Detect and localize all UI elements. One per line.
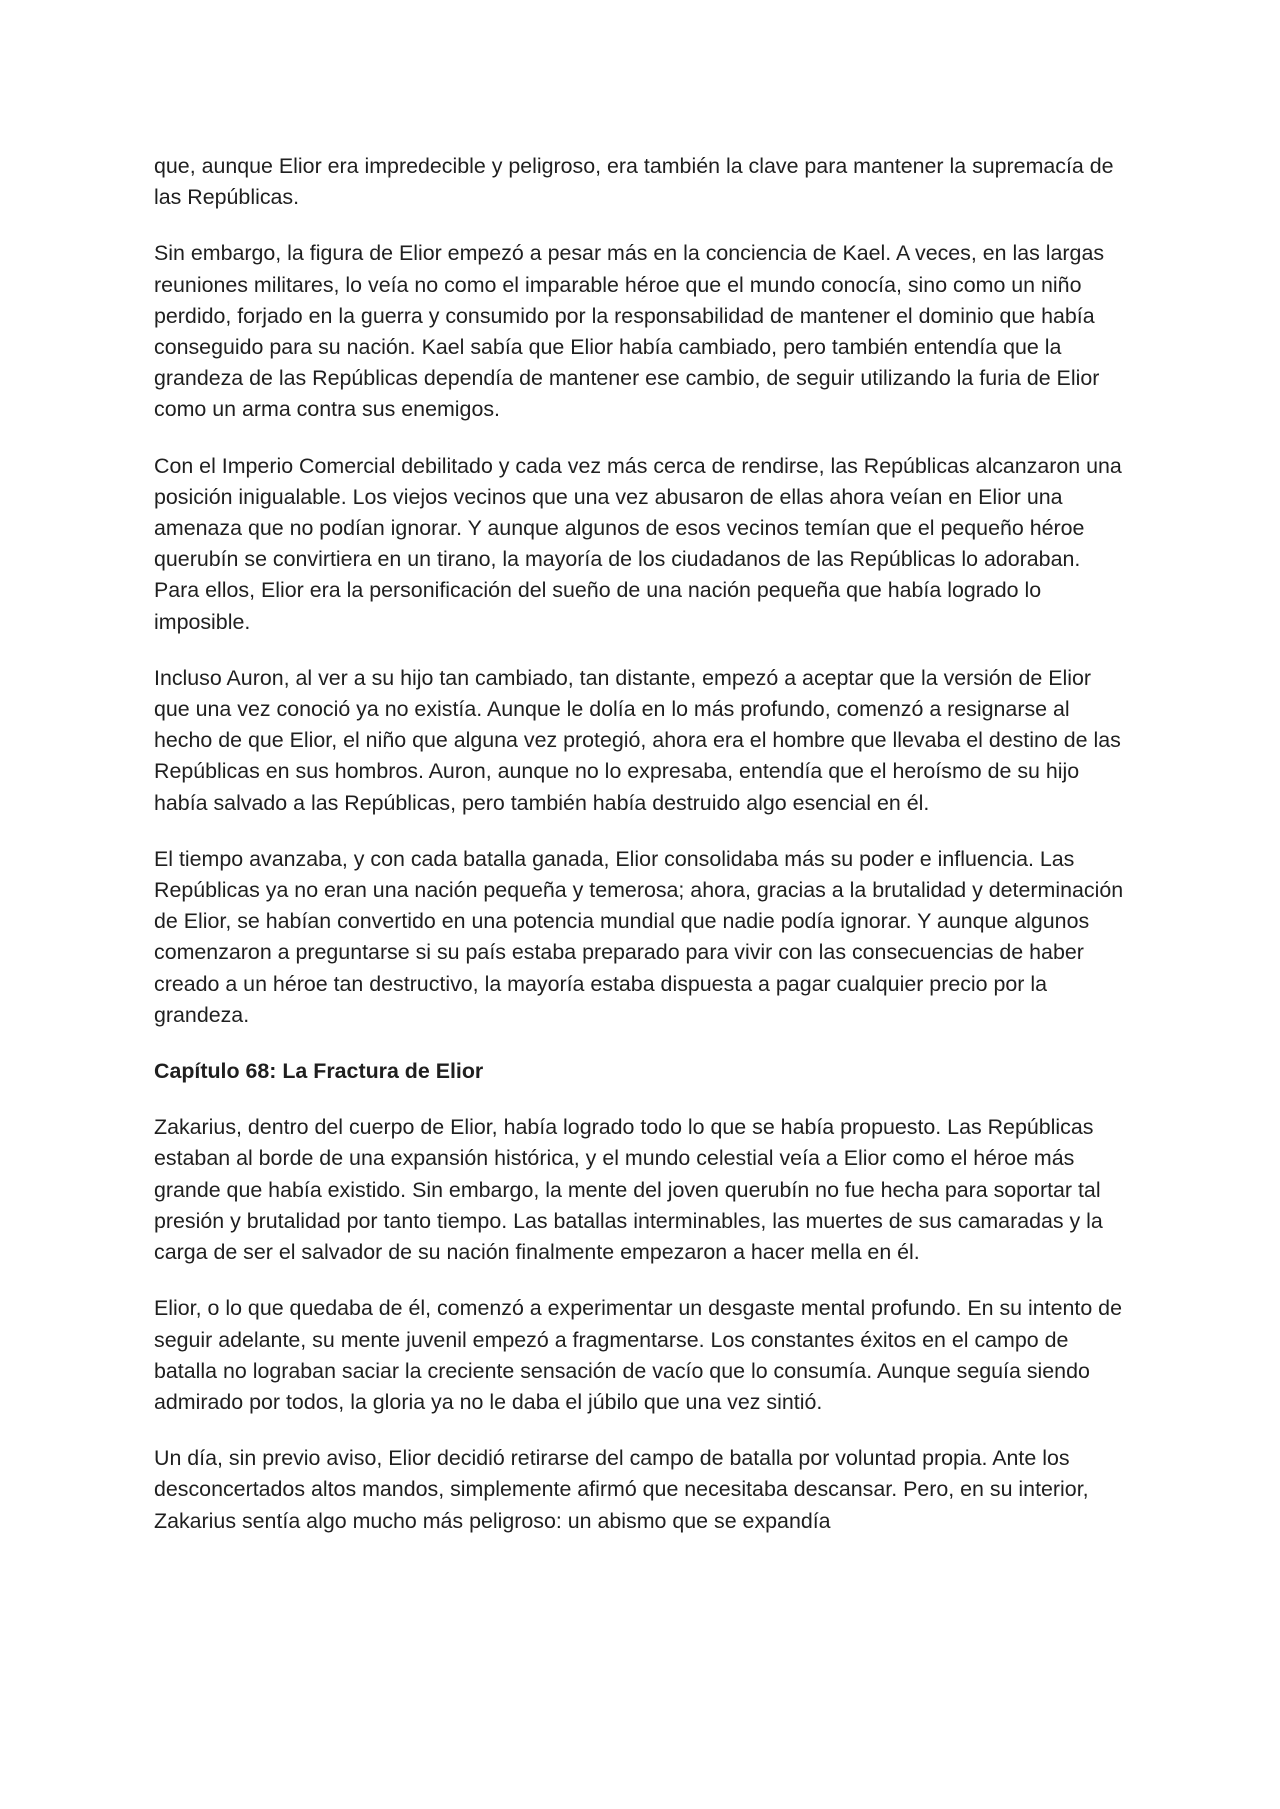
paragraph: Elior, o lo que quedaba de él, comenzó a experimentar un desgaste mental profundo. En su intento de seguir adelante, su mente juvenil empezó a fragmentarse. Los constantes éxitos en el campo de batalla no lograban saciar la creciente sensación de vacío que lo consumía. Aunque seguía siendo admirado por todos, la gloria ya no le daba el júbilo que una vez sintió. <box>154 1296 1122 1414</box>
paragraph: El tiempo avanzaba, y con cada batalla ganada, Elior consolidaba más su poder e influencia. Las Repúblicas ya no eran una nación pequeña y temerosa; ahora, gracias a la brutalidad y determinación de Elior, se habían convertido en una potencia mundial que nadie podía ignorar. Y aunque algunos comenzaron a preguntarse si su país estaba preparado para vivir con las consecuencias de haber creado a un héroe tan destructivo, la mayoría estaba dispuesta a pagar cualquier precio por la grandeza. <box>154 846 1124 1027</box>
paragraph: que, aunque Elior era impredecible y peligroso, era también la clave para mantener la supremacía de las Repúblicas. <box>154 154 1114 210</box>
paragraph: Un día, sin previo aviso, Elior decidió retirarse del campo de batalla por voluntad propia. Ante los desconcertados altos mandos, simplemente afirmó que necesitaba descansar. Pero, en su interior, Zakarius sentía algo mucho más peligroso: un abismo que se expandía <box>154 1446 1089 1533</box>
paragraph: Incluso Auron, al ver a su hijo tan cambiado, tan distante, empezó a aceptar que la versión de Elior que una vez conoció ya no existía. Aunque le dolía en lo más profundo, comenzó a resignarse al hecho de que Elior, el niño que alguna vez protegió, ahora era el hombre que llevaba el destino de las Repúblicas en sus hombros. Auron, aunque no lo expresaba, entendía que el heroísmo de su hijo había salvado a las Repúblicas, pero también había destruido algo esencial en él. <box>154 665 1121 815</box>
paragraph: Con el Imperio Comercial debilitado y cada vez más cerca de rendirse, las Repúblicas alcanzaron una posición inigualable. Los viejos vecinos que una vez abusaron de ellas ahora veían en Elior una amenaza que no podían ignorar. Y aunque algunos de esos vecinos temían que el pequeño héroe querubín se convirtiera en un tirano, la mayoría de los ciudadanos de las Repúblicas lo adoraban. Para ellos, Elior era la personificación del sueño de una nación pequeña que había logrado lo imposible. <box>154 453 1122 634</box>
chapter-heading: Capítulo 68: La Fractura de Elior <box>154 1059 484 1084</box>
document-body <box>154 151 1126 1562</box>
paragraph: Zakarius, dentro del cuerpo de Elior, había logrado todo lo que se había propuesto. Las Repúblicas estaban al borde de una expansión histórica, y el mundo celestial veía a Elior como el héroe más grande que había existido. Sin embargo, la mente del joven querubín no fue hecha para soportar tal presión y brutalidad por tanto tiempo. Las batallas interminables, las muertes de sus camaradas y la carga de ser el salvador de su nación finalmente empezaron a hacer mella en él. <box>154 1115 1103 1265</box>
paragraph: Sin embargo, la figura de Elior empezó a pesar más en la conciencia de Kael. A veces, en las largas reuniones militares, lo veía no como el imparable héroe que el mundo conocía, sino como un niño perdido, forjado en la guerra y consumido por la responsabilidad de mantener el dominio que había conseguido para su nación. Kael sabía que Elior había cambiado, pero también entendía que la grandeza de las Repúblicas dependía de mantener ese cambio, de seguir utilizando la furia de Elior como un arma contra sus enemigos. <box>154 241 1105 422</box>
